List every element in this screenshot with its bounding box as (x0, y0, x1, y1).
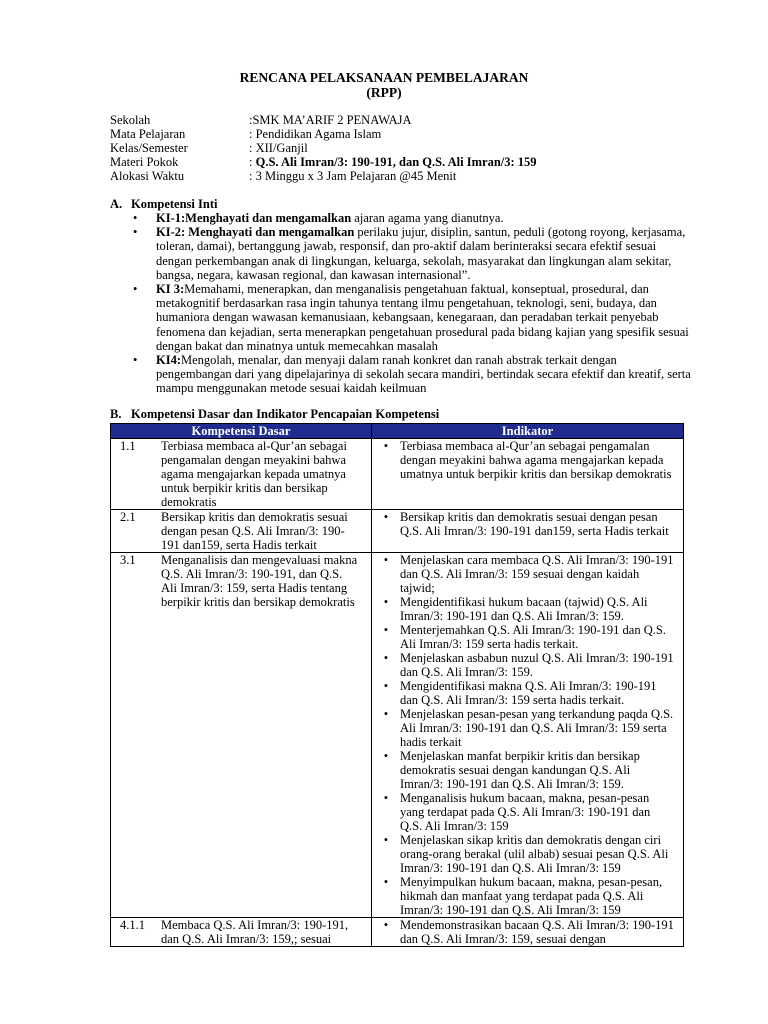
info-label: Mata Pelajaran (110, 127, 186, 141)
title-line-2: (RPP) (366, 85, 402, 100)
bullet-icon: • (383, 791, 389, 805)
indicator-text: Menjelaskan cara membaca Q.S. Ali Imran/3: 190-191 dan Q.S. Ali Imran/3: 159 sesuai dengan kaidah tajwid; (400, 553, 674, 595)
kd-cell (111, 553, 372, 918)
info-row (110, 155, 537, 169)
indicator-item (372, 439, 683, 481)
ki-text (156, 282, 693, 353)
info-value-bold: Q.S. Ali Imran/3: 190-191, dan Q.S. Ali Imran/3: 159 (255, 155, 537, 169)
kd-wrap (114, 918, 368, 946)
ki-text (156, 211, 693, 225)
kd-text: Menganalisis dan mengevaluasi makna Q.S. Ali Imran/3: 190-191, dan Q.S. Ali Imran/3: 159, serta Hadis tentang berpikir kritis dan bersikap demokratis (161, 553, 358, 609)
ki-text (156, 353, 693, 396)
bullet-icon: • (383, 439, 389, 453)
bullet-icon: • (383, 749, 389, 763)
kd-wrap (114, 439, 368, 509)
section-b-heading (110, 407, 439, 422)
indicator-item (372, 833, 683, 875)
ki-emphasis: Menghayati dan mengamalkan (188, 225, 355, 240)
kd-text: Terbiasa membaca al-Qur’an sebagai pengamalan dengan meyakini bahwa agama mengajarkan kepada umatnya untuk berpikir kritis dan bersikap demokratis (161, 439, 347, 509)
kd-number: 3.1 (120, 553, 136, 567)
indicator-item (372, 679, 683, 707)
indicator-text: Mengidentifikasi makna Q.S. Ali Imran/3: 190-191 dan Q.S. Ali Imran/3: 159 serta hadis terkait. (400, 679, 657, 707)
kd-text: Membaca Q.S. Ali Imran/3: 190-191, dan Q.S. Ali Imran/3: 159,; sesuai (161, 918, 349, 946)
indicator-item (372, 918, 683, 946)
ki-text (156, 225, 693, 282)
kompetensi-inti-list (133, 211, 693, 396)
table-row (111, 439, 684, 510)
indicator-text: Mendemonstrasikan bacaan Q.S. Ali Imran/3: 190-191 dan Q.S. Ali Imran/3: 159, sesuai dengan (400, 918, 674, 946)
bullet-icon: • (133, 282, 138, 297)
ki-heading: KI4: (156, 353, 181, 368)
info-value (249, 155, 537, 169)
section-b-title: Kompetensi Dasar dan Indikator Pencapaian Kompetensi (131, 407, 440, 421)
indicator-text: Menganalisis hukum bacaan, makna, pesan-pesan yang terdapat pada Q.S. Ali Imran/3: 190-191 dan Q.S. Ali Imran/3: 159 (400, 791, 651, 833)
indicator-cell (372, 510, 684, 553)
bullet-icon: • (383, 833, 389, 847)
kd-cell (111, 510, 372, 553)
bullet-icon: • (383, 875, 389, 889)
info-colon: : (249, 155, 256, 169)
header-kompetensi-dasar: Kompetensi Dasar (111, 424, 372, 439)
kd-cell (111, 918, 372, 947)
ki-item (133, 225, 693, 282)
ki-emphasis: Menghayati dan mengamalkan (185, 211, 352, 225)
table-row (111, 510, 684, 553)
bullet-icon: • (383, 623, 389, 637)
indicator-text: Menjelaskan asbabun nuzul Q.S. Ali Imran/3: 190-191 dan Q.S. Ali Imran/3: 159. (400, 651, 674, 679)
table-row (111, 553, 684, 918)
section-a-number: A. (110, 197, 123, 211)
info-row (110, 141, 537, 155)
bullet-icon: • (383, 651, 389, 665)
bullet-icon: • (383, 510, 389, 524)
bullet-icon: • (383, 679, 389, 693)
ki-item (133, 353, 693, 396)
ki-item (133, 282, 693, 353)
indicator-list (372, 510, 683, 538)
indicator-item (372, 749, 683, 791)
bullet-icon: • (133, 225, 138, 240)
info-label: Kelas/Semester (110, 141, 188, 155)
indicator-text: Terbiasa membaca al-Qur’an sebagai pengamalan dengan meyakini bahwa agama mengajarkan kepada umatnya untuk berpikir kritis dan bersikap demokratis (400, 439, 672, 481)
ki-body: Memahami, menerapkan, dan menganalisis pengetahuan faktual, konseptual, prosedural, dan metakognitif berdasarkan rasa ingin tahunya tentang ilmu pengetahuan, teknologi, seni, budaya, dan humaniora dengan wawasan kemanusiaan, kebangsaan, kenegaraan, dan peradaban terkait penyebab fenomena dan kejadian, serta menerapkan pengetahuan prosedural pada bidang kajian yang spesifik sesuai dengan bakat dan minatnya untuk memecahkan masalah (156, 282, 689, 353)
kd-number: 2.1 (120, 510, 136, 524)
kd-cell (111, 439, 372, 510)
indicator-item (372, 651, 683, 679)
bullet-icon: • (383, 918, 389, 932)
kd-text: Bersikap kritis dan demokratis sesuai dengan pesan Q.S. Ali Imran/3: 190-191 dan159, serta Hadis terkait (161, 510, 348, 552)
indicator-item (372, 553, 683, 595)
ki-heading: KI-1: (156, 211, 186, 225)
info-row (110, 127, 537, 141)
section-a-title: Kompetensi Inti (131, 197, 218, 211)
header-indikator: Indikator (372, 424, 684, 439)
indicator-cell (372, 553, 684, 918)
kd-wrap (114, 510, 368, 552)
indicator-text: Menyimpulkan hukum bacaan, makna, pesan-pesan, hikmah dan manfaat yang terdapat pada Q.S. Ali Imran/3: 190-191 dan Q.S. Ali Imran/3: 159 (400, 875, 663, 917)
info-value: : 3 Minggu x 3 Jam Pelajaran @45 Menit (249, 169, 457, 183)
section-b-number: B. (110, 407, 122, 421)
info-label: Materi Pokok (110, 155, 179, 169)
info-value: : Pendidikan Agama Islam (249, 127, 382, 141)
competency-table (110, 423, 684, 947)
indicator-list (372, 553, 683, 917)
table-row (111, 918, 684, 947)
ki-item (133, 211, 693, 225)
indicator-item (372, 623, 683, 651)
bullet-icon: • (383, 595, 389, 609)
indicator-text: Menjelaskan manfat berpikir kritis dan bersikap demokratis sesuai dengan kandungan Q.S. Ali Imran/3: 190-191 dan Q.S. Ali Imran/3: 159. (400, 749, 640, 791)
identity-block (110, 113, 537, 183)
info-row (110, 113, 537, 127)
ki-body: Mengolah, menalar, dan menyaji dalam ranah konkret dan ranah abstrak terkait dengan pengembangan dari yang dipelajarinya di sekolah secara mandiri, bertindak secara efektif dan kreatif, serta mampu menggunakan metode sesuai kaidah keilmuan (156, 353, 691, 396)
kd-number: 4.1.1 (120, 918, 145, 932)
indicator-text: Menterjemahkan Q.S. Ali Imran/3: 190-191 dan Q.S. Ali Imran/3: 159 serta hadis terkait. (400, 623, 666, 651)
info-label: Sekolah (110, 113, 151, 127)
bullet-icon: • (383, 553, 389, 567)
ki-body: perilaku jujur, disiplin, santun, peduli (gotong royong, kerjasama, toleran, damai), bertanggung jawab, responsif, dan pro-aktif dalam berinteraksi secara efektif sesuai dengan perkembangan anak di lingkungan, keluarga, sekolah, masyarakat dan lingkungan alam sekitar, bangsa, negara, kawasan regional, dan kawasan internasional”. (156, 225, 686, 282)
indicator-item (372, 595, 683, 623)
table-header-row (111, 424, 684, 439)
indicator-cell (372, 439, 684, 510)
indicator-text: Menjelaskan pesan-pesan yang terkandung paqda Q.S. Ali Imran/3: 190-191 dan Q.S. Ali Imran/3: 159 serta hadis terkait (400, 707, 674, 749)
ki-body: ajaran agama yang dianutnya. (351, 211, 504, 225)
info-row (110, 169, 537, 183)
indicator-item (372, 791, 683, 833)
indicator-cell (372, 918, 684, 947)
indicator-text: Bersikap kritis dan demokratis sesuai dengan pesan Q.S. Ali Imran/3: 190-191 dan159, serta Hadis terkait (400, 510, 669, 538)
indicator-text: Mengidentifikasi hukum bacaan (tajwid) Q.S. Ali Imran/3: 190-191 dan Q.S. Ali Imran/3: 159. (400, 595, 648, 623)
kd-wrap (114, 553, 368, 609)
indicator-item (372, 875, 683, 917)
document-title (0, 70, 768, 100)
info-value: :SMK MA’ARIF 2 PENAWAJA (249, 113, 412, 127)
title-line-1: RENCANA PELAKSANAAN PEMBELAJARAN (239, 70, 529, 85)
section-a-heading (110, 197, 217, 212)
indicator-list (372, 439, 683, 481)
indicator-text: Menjelaskan sikap kritis dan demokratis dengan ciri orang-orang berakal (ulil albab) sesuai pesan Q.S. Ali Imran/3: 190-191 dan Q.S. Ali Imran/3: 159 (400, 833, 669, 875)
bullet-icon: • (133, 353, 138, 368)
info-label: Alokasi Waktu (110, 169, 185, 183)
info-value: : XII/Ganjil (249, 141, 308, 155)
bullet-icon: • (383, 707, 389, 721)
indicator-list (372, 918, 683, 946)
ki-heading: KI-2: (156, 225, 189, 240)
indicator-item (372, 707, 683, 749)
bullet-icon: • (133, 211, 138, 225)
indicator-item (372, 510, 683, 538)
kd-number: 1.1 (120, 439, 136, 453)
ki-heading: KI 3: (156, 282, 185, 297)
